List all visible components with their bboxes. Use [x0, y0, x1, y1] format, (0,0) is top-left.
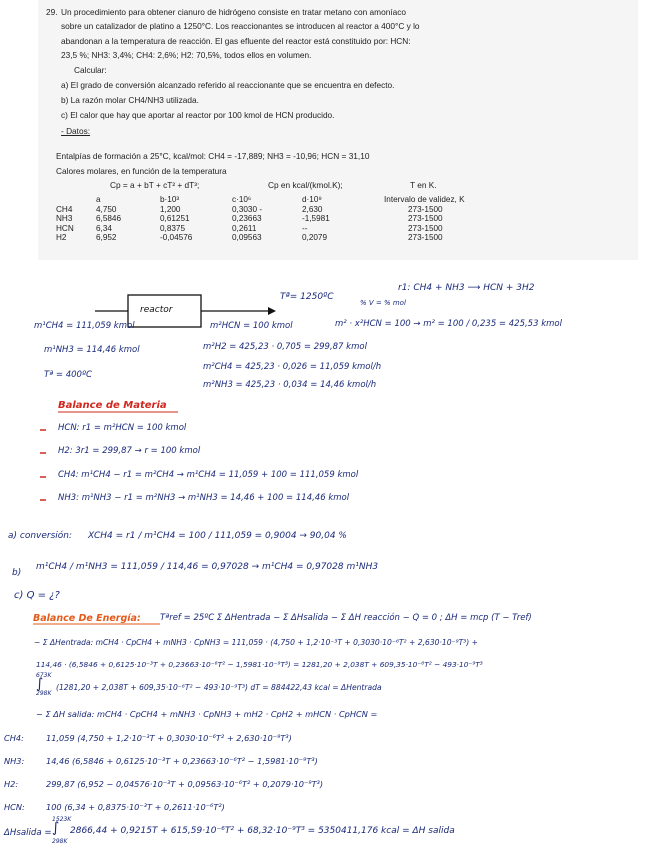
salida-nh3-label: NH3:: [4, 756, 25, 766]
table-cell: 273-1500: [408, 223, 443, 233]
integral-sign-icon: ∫: [36, 676, 44, 692]
answer-b-expression: m¹CH4 / m¹NH3 = 111,059 / 114,46 = 0,97028 → m¹CH4 = 0,97028 m¹NH3: [36, 562, 379, 572]
question-b: b) La razón molar CH4/NH3 utilizada.: [61, 95, 199, 105]
table-cell: 0,09563: [232, 233, 262, 243]
reaction-r1: r1: CH4 + NH3 ⟶ HCN + 3H2: [398, 283, 535, 293]
entrada-line-2: 114,46 · (6,5846 + 0,6125·10⁻³T + 0,23663·10⁻⁶T² − 1,5981·10⁻⁹T³) = 1281,20 + 2,038T + 609,35·10⁻⁶T² − 493·10⁻⁹T³: [36, 660, 483, 669]
inlet-ch4: m¹CH4 = 111,059 kmol: [34, 321, 135, 331]
problem-line: 23,5 %; NH3: 3,4%; CH4: 2,6%; H2: 70,5%, todos ellos en volumen.: [61, 50, 312, 60]
balance-nh3: NH3: m¹NH3 − r1 = m²NH3 → m¹NH3 = 14,46 + 100 = 114,46 kmol: [58, 493, 350, 503]
table-cell: 6,5846: [96, 214, 122, 224]
table-header-cell: Intervalo de validez, K: [384, 195, 465, 204]
salida-h2-label: H2:: [4, 779, 19, 789]
outlet-hcn: m²HCN = 100 kmol: [210, 321, 293, 331]
answer-a-label: a) conversión:: [8, 531, 73, 541]
balance-title: Balance de Materia: [58, 400, 167, 411]
table-cell: CH4: [56, 204, 73, 214]
table-cell: HCN: [56, 223, 74, 233]
balance-hcn: HCN: r1 = m²HCN = 100 kmol: [58, 423, 187, 433]
salida-nh3: 14,46 (6,5846 + 0,6125·10⁻³T + 0,23663·10⁻⁶T² − 1,5981·10⁻⁹T³): [46, 756, 318, 766]
cp-title: Calores molares, en función de la temperatura: [56, 166, 227, 176]
salida-integral-upper: 1523K: [52, 816, 72, 823]
outlet-arrow-icon: [268, 307, 276, 315]
problem-line: Un procedimiento para obtener cianuro de hidrógeno consiste en tratar metano con amoníaco: [61, 7, 406, 17]
table-cell: 6,34: [96, 223, 112, 233]
outlet-h2: m²H2 = 425,23 · 0,705 = 299,87 kmol: [203, 342, 367, 352]
balance-ch4: CH4: m¹CH4 − r1 = m²CH4 → m¹CH4 = 11,059 + 100 = 111,059 kmol: [58, 470, 359, 480]
entrada-integral-lower: 298K: [36, 690, 52, 697]
t-units: T en K.: [410, 180, 437, 190]
table-cell: NH3: [56, 214, 73, 224]
table-cell: 2,630: [302, 204, 323, 214]
salida-final-label: ΔHsalida =: [4, 828, 52, 838]
outlet-ch4: m²CH4 = 425,23 · 0,026 = 11,059 kmol/h: [203, 362, 382, 372]
inlet-temperature: Tª = 400ºC: [44, 370, 92, 380]
question-a: a) El grado de conversión alcanzado referido al reaccionante que se encuentra en defecto.: [61, 80, 395, 90]
entrada-integral-upper: 673K: [36, 672, 52, 679]
total-outlet-flow: m² · x²HCN = 100 → m² = 100 / 0,235 = 425,53 kmol: [335, 319, 562, 329]
outlet-nh3: m²NH3 = 425,23 · 0,034 = 14,46 kmol/h: [203, 380, 377, 390]
salida-title: − Σ ΔH salida: mCH4 · CpCH4 + mNH3 · CpNH3 + mH2 · CpH2 + mHCN · CpHCN =: [36, 709, 378, 719]
table-header-cell: b·10³: [160, 195, 180, 204]
inlet-nh3: m¹NH3 = 114,46 kmol: [44, 345, 140, 355]
datos-label: - Datos:: [61, 126, 91, 136]
problem-number: 29.: [46, 7, 58, 17]
salida-hcn-label: HCN:: [4, 802, 25, 812]
answer-b-label: b): [12, 568, 22, 578]
entrada-line-1: − Σ ΔHentrada: mCH4 · CpCH4 + mNH3 · CpNH3 = 111,059 · (4,750 + 1,2·10⁻³T + 0,3030·10⁻⁶T² + 2,630·10⁻⁹T³) +: [34, 638, 479, 647]
table-cell: -0,04576: [160, 233, 193, 243]
question-c: c) El calor que hay que aportar al reactor por 100 kmol de HCN producido.: [61, 110, 335, 120]
cp-units: Cp en kcal/(kmol.K);: [268, 180, 343, 190]
calcular-label: Calcular:: [74, 65, 107, 75]
table-cell: 273-1500: [408, 204, 443, 214]
vol-mol-note: % V = % mol: [360, 299, 406, 307]
table-cell: H2: [56, 233, 67, 243]
table-cell: 6,952: [96, 233, 117, 243]
balance-h2: H2: 3r1 = 299,87 → r = 100 kmol: [58, 446, 201, 456]
problem-line: abandonan a la temperatura de reacción. El gas efluente del reactor está constituido por: HCN:: [61, 36, 411, 46]
answer-c-label: c) Q = ¿?: [14, 590, 60, 601]
enthalpies-line: Entalpías de formación a 25°C, kcal/mol: CH4 = -17,889; NH3 = -10,96; HCN = 31,10: [56, 151, 370, 161]
cp-equation: Cp = a + bT + cT² + dT³;: [110, 180, 200, 190]
problem-line: sobre un catalizador de platino a 1250°C. Los reaccionantes se introducen al reactor a 400°C y lo: [61, 21, 420, 31]
energy-title: Balance De Energía:: [33, 613, 141, 624]
reactor-label: reactor: [140, 305, 173, 315]
table-cell: 0,23663: [232, 214, 262, 224]
outlet-temperature: Tª= 1250ºC: [280, 292, 334, 302]
table-cell: --: [302, 223, 308, 233]
table-cell: 0,61251: [160, 214, 190, 224]
salida-ch4: 11,059 (4,750 + 1,2·10⁻³T + 0,3030·10⁻⁶T² + 2,630·10⁻⁹T³): [46, 733, 292, 743]
salida-ch4-label: CH4:: [4, 733, 24, 743]
table-cell: 0,2079: [302, 233, 328, 243]
salida-h2: 299,87 (6,952 − 0,04576·10⁻³T + 0,09563·10⁻⁶T² + 0,2079·10⁻⁹T³): [46, 779, 324, 789]
answer-a-expression: XCH4 = r1 / m¹CH4 = 100 / 111,059 = 0,9004 → 90,04 %: [88, 531, 347, 541]
table-cell: 0,8375: [160, 223, 186, 233]
salida-integral-lower: 298K: [52, 838, 68, 845]
table-header-cell: c·10⁶: [232, 195, 252, 204]
table-header-cell: a: [96, 195, 101, 204]
table-cell: 273-1500: [408, 233, 443, 243]
table-header-cell: d·10⁹: [302, 195, 322, 204]
table-cell: -1,5981: [302, 214, 330, 224]
integral-sign-icon: ∫: [52, 820, 60, 836]
table-cell: 1,200: [160, 204, 181, 214]
energy-expression: Tªref = 25ºC Σ ΔHentrada − Σ ΔHsalida − Σ ΔH reacción − Q = 0 ; ΔH = mcp (T − Tref): [160, 613, 532, 623]
table-cell: 0,2611: [232, 223, 257, 233]
table-cell: 273-1500: [408, 214, 443, 224]
table-cell: 4,750: [96, 204, 117, 214]
entrada-line-3: (1281,20 + 2,038T + 609,35·10⁻⁶T² − 493·10⁻⁹T³) dT = 884422,43 kcal = ΔHentrada: [56, 683, 382, 692]
salida-final-expression: 2866,44 + 0,9215T + 615,59·10⁻⁶T² + 68,32·10⁻⁹T³ = 5350411,176 kcal = ΔH salida: [70, 826, 455, 836]
salida-hcn: 100 (6,34 + 0,8375·10⁻³T + 0,2611·10⁻⁶T²): [46, 802, 225, 812]
table-cell: 0,3030 -: [232, 204, 263, 214]
